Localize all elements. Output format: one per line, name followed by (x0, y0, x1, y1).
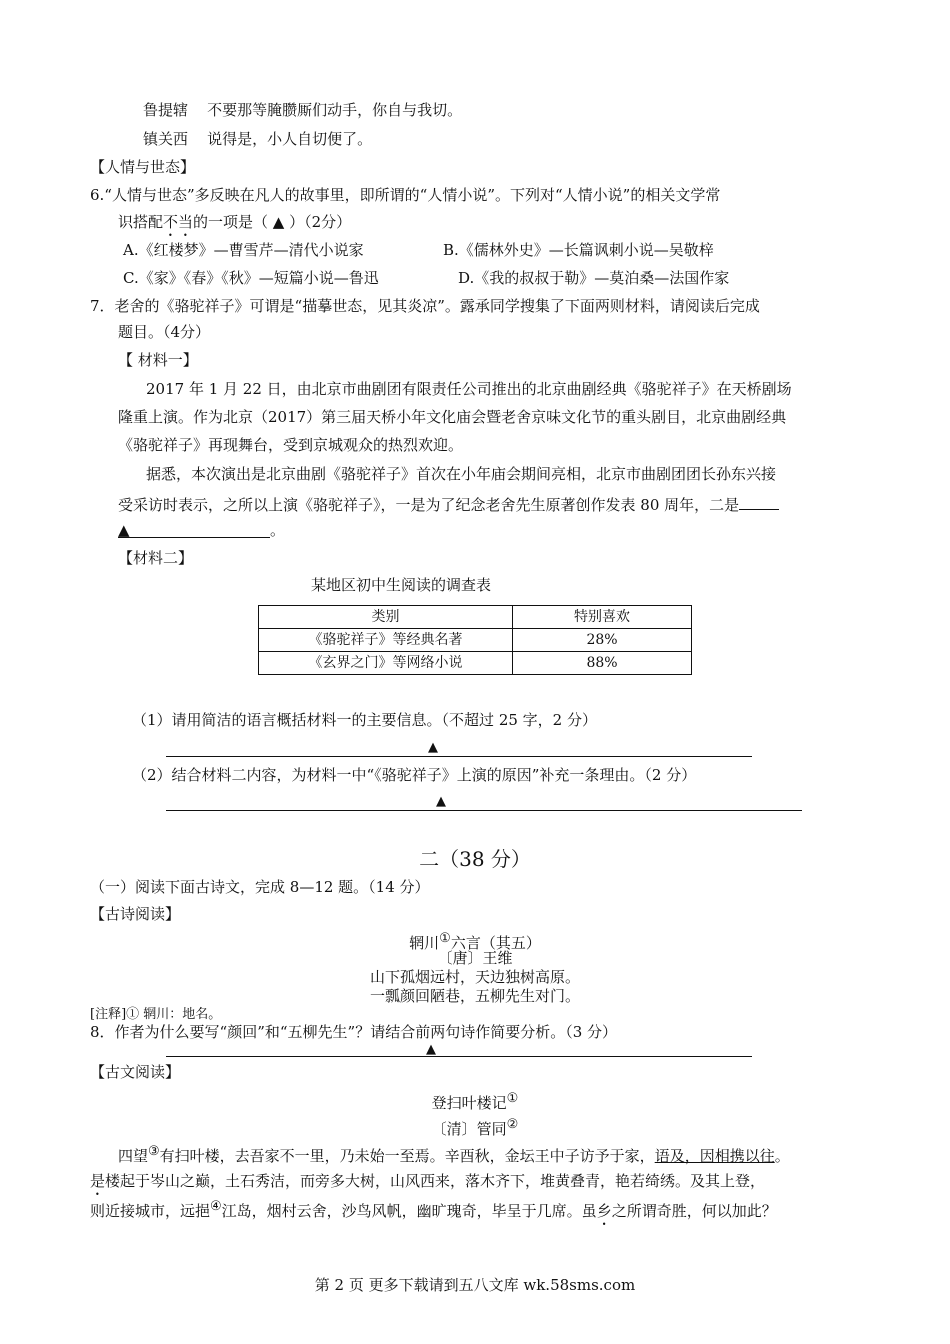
poem-line-1: 山下孤烟远村，天边独树高原。 (369, 968, 580, 986)
dialogue-text: 不要那等腌臜厮们动手，你自与我切。 (207, 101, 463, 119)
table-cell: 88% (513, 652, 692, 675)
material-1-p1-l1: 2017 年 1 月 22 日，由北京市曲剧团有限责任公司推出的北京曲剧经典《骆驼祥子》在天桥剧场 (146, 380, 792, 398)
dialogue-speaker: 镇关西 (143, 130, 189, 148)
q7-sub-1: （1）请用简洁的语言概括材料一的主要信息。（不超过 25 字，2 分） (132, 711, 597, 729)
material-1-p2-l3: ▲ 。 (118, 521, 286, 539)
underlined-phrase: 语及，因相携以往 (654, 1147, 775, 1165)
dialogue-speaker: 鲁提辖 (143, 101, 189, 119)
material-2-label: 【材料二】 (118, 549, 194, 567)
essay-author: 〔清〕管同② (431, 1117, 519, 1138)
table-header-row (259, 606, 692, 629)
q6-option-b: B.《儒林外史》—长篇讽刺小说—吴敬梓 (443, 241, 714, 259)
emphasis-not-appropriate: 不当 (163, 213, 194, 231)
table-header-favorite: 特别喜欢 (513, 606, 692, 629)
material-1-p2-l2: 受采访时表示，之所以上演《骆驼祥子》，一是为了纪念老舍先生原著创作发表 80 周年，二是 (118, 495, 779, 513)
table-row (259, 629, 692, 652)
q6-option-d: D.《我的叔叔于勒》—莫泊桑—法国作家 (458, 269, 730, 287)
heading-gushi: 【古诗阅读】 (90, 905, 181, 923)
dialogue-line-1 (143, 103, 462, 118)
q7-sub-2: （2）结合材料二内容，为材料一中“《骆驼祥子》上演的原因”补充一条理由。（2 分） (132, 766, 697, 784)
q6-option-c: C.《家》《春》《秋》—短篇小说—鲁迅 (123, 269, 379, 287)
heading-renqing: 【人情与世态】 (90, 158, 196, 176)
q6-line-1: 6.“人情与世态”多反映在凡人的故事里，即所谓的“人情小说”。下列对“人情小说”的相关文学常 (90, 186, 721, 204)
essay-line-3: 则近接城市，远挹④江岛，烟村云舍，沙鸟风帆，幽旷瑰奇，毕呈于几席。虽乡之所谓奇胜，何以加此？ (90, 1199, 777, 1220)
material-1-p2-l1: 据悉，本次演出是北京曲剧《骆驼祥子》首次在小年庙会期间亮相，北京市曲剧团团长孙东兴接 (146, 465, 777, 483)
material-1-p1-l2: 隆重上演。作为北京（2017）第三届天桥小年文化庙会暨老舍京味文化节的重头剧目，北京曲剧经典 (118, 408, 787, 426)
answer-line-q8[interactable] (166, 1056, 752, 1057)
q8-text: 8．作者为什么要写“颜回”和“五柳先生”？请结合前两句诗作简要分析。（3 分） (90, 1023, 618, 1041)
table-cell: 28% (513, 629, 692, 652)
emphasis-char: 乡 (596, 1202, 612, 1220)
triangle-marker: ▲ (426, 1042, 436, 1057)
table-title: 某地区初中生阅读的调查表 (311, 576, 492, 594)
essay-line-2: 是楼起于岑山之巅，土石秀洁，而旁多大树，山风西来，落木齐下，堆黄叠青，艳若绮绣。及其上登， (90, 1172, 766, 1190)
part-2-title: 二（38 分） (419, 847, 531, 871)
page-footer: 第 2 页 更多下载请到五八文库 wk.58sms.com (314, 1276, 636, 1294)
table-header-category: 类别 (259, 606, 513, 629)
table-row (259, 652, 692, 675)
answer-line-1[interactable] (166, 756, 752, 757)
triangle-marker: ▲ (436, 794, 446, 809)
poem-author: 〔唐〕王维 (437, 949, 513, 967)
q6-line-2: 识搭配不当的一项是（ ▲ ）（2分） (118, 213, 352, 231)
q6-option-a: A.《红楼梦》—曹雪芹—清代小说家 (123, 241, 364, 259)
material-1-label: 【 材料一】 (118, 351, 198, 369)
emphasis-char: 是 (90, 1172, 106, 1190)
poem-note: [注释]① 辋川：地名。 (90, 1007, 222, 1022)
dialogue-line-2 (143, 132, 372, 147)
answer-blank[interactable] (739, 495, 779, 510)
poem-title: 辋川①六言（其五） (409, 931, 541, 952)
survey-table (258, 605, 692, 675)
table-cell: 《玄界之门》等网络小说 (259, 652, 513, 675)
heading-guwen: 【古文阅读】 (90, 1063, 181, 1081)
answer-line-2[interactable] (166, 810, 802, 811)
part-2-intro: （一）阅读下面古诗文，完成 8—12 题。（14 分） (90, 878, 430, 896)
essay-line-1: 四望③有扫叶楼，去吾家不一里，乃未始一至焉。辛酉秋，金坛王中子访予于家，语及，因相携以往。 (118, 1144, 790, 1165)
answer-blank-continued[interactable] (118, 523, 270, 538)
triangle-marker: ▲ (118, 521, 130, 539)
q7-line-1: 7．老舍的《骆驼祥子》可谓是“描摹世态，见其炎凉”。露承同学搜集了下面两则材料，请阅读后完成 (90, 297, 760, 315)
material-1-p1-l3: 《骆驼祥子》再现舞台，受到京城观众的热烈欢迎。 (118, 436, 464, 454)
poem-line-2: 一瓢颜回陋巷，五柳先生对门。 (369, 987, 580, 1005)
q7-line-2: 题目。（4分） (118, 323, 211, 341)
dialogue-text: 说得是，小人自切便了。 (207, 130, 373, 148)
triangle-marker: ▲ (428, 740, 438, 755)
table-cell: 《骆驼祥子》等经典名著 (259, 629, 513, 652)
essay-title: 登扫叶楼记① (431, 1091, 519, 1112)
